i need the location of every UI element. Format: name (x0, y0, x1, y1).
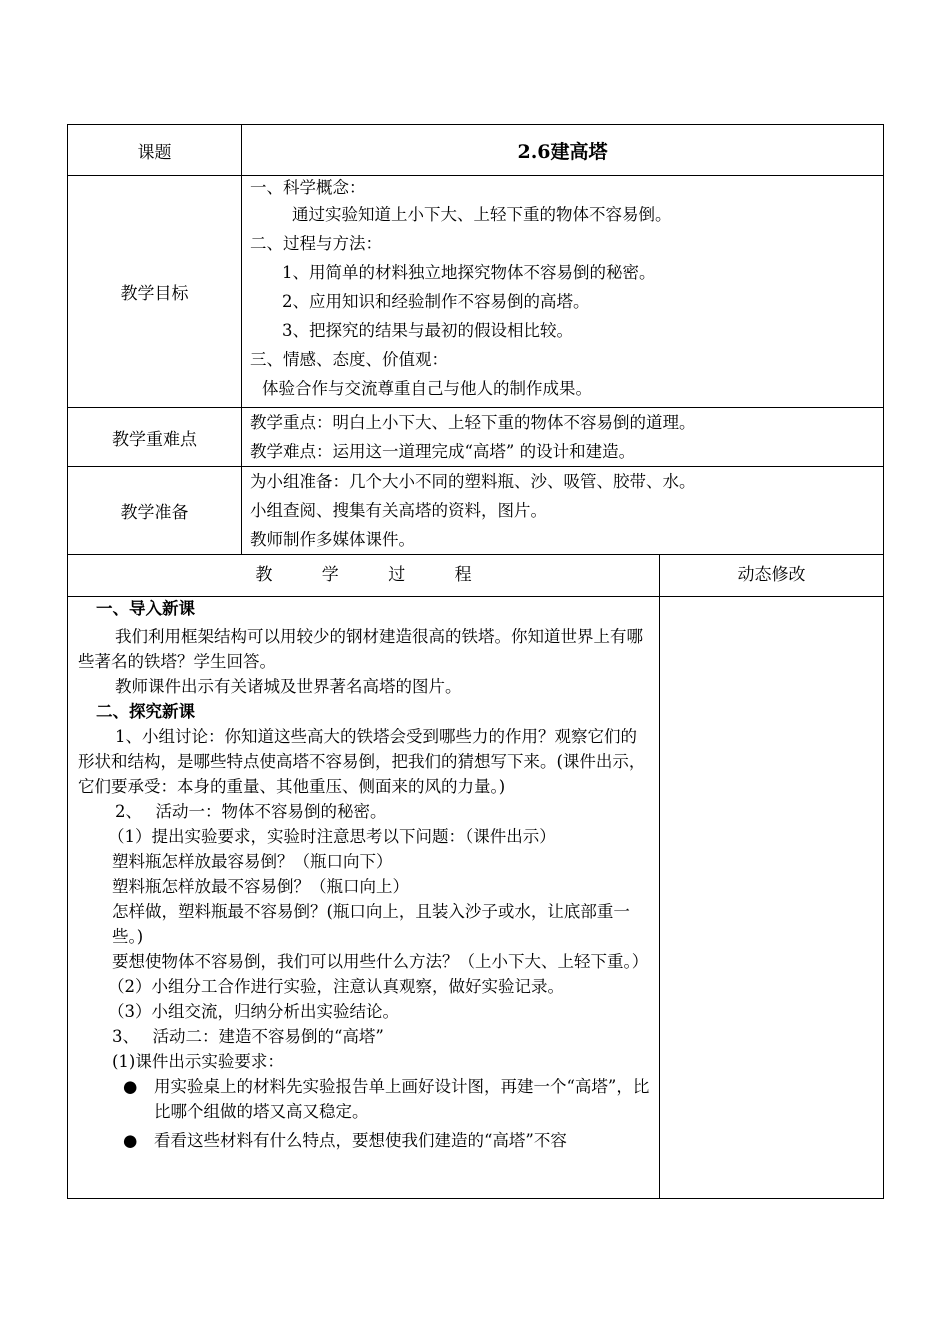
keypoints-row (68, 408, 884, 467)
bullet-text: 看看这些材料有什么特点，要想使我们建造的“高塔”不容 (154, 1131, 567, 1150)
paragraph: 要想使物体不容易倒，我们可以用些什么方法？（上小下大、上轻下重。） (112, 952, 649, 971)
keypoints-label: 教学重难点 (68, 408, 242, 467)
goals-line: 二、过程与方法： (250, 234, 382, 253)
paragraph: （2）小组分工合作进行实验，注意认真观察，做好实验记录。 (108, 977, 564, 996)
goals-row (68, 176, 884, 408)
paragraph: 教师课件出示有关诸城及世界著名高塔的图片。 (115, 677, 462, 696)
goals-label: 教学目标 (68, 176, 242, 408)
goals-line: 3、把探究的结果与最初的假设相比较。 (282, 321, 573, 340)
section-heading: 一、导入新课 (96, 599, 195, 618)
prep-content (242, 467, 884, 555)
keypoints-content (242, 408, 884, 467)
prep-line: 教师制作多媒体课件。 (250, 530, 415, 549)
prep-line: 为小组准备：几个大小不同的塑料瓶、沙、吸管、胶带、水。 (250, 472, 696, 491)
goals-content (242, 176, 884, 408)
topic-label: 课题 (68, 125, 242, 176)
goals-line: 1、用简单的材料独立地探究物体不容易倒的秘密。 (282, 263, 656, 282)
paragraph: 怎样做，塑料瓶最不容易倒？(瓶口向上，且装入沙子或水，让底部重一些。) (112, 902, 630, 946)
prep-line: 小组查阅、搜集有关高塔的资料，图片。 (250, 501, 547, 520)
process-header-row (68, 555, 884, 597)
process-header: 教 学 过 程 (68, 555, 660, 597)
section-heading: 二、探究新课 (96, 702, 195, 721)
goals-line: 一、科学概念： (250, 178, 366, 197)
paragraph: 2、 活动一：物体不容易倒的秘密。 (115, 802, 387, 821)
bullet-text: 用实验桌上的材料先实验报告单上画好设计图，再建一个“高塔”，比比哪个组做的塔又高又稳定。 (154, 1077, 650, 1121)
goals-line: 2、应用知识和经验制作不容易倒的高塔。 (282, 292, 590, 311)
paragraph: 塑料瓶怎样放最不容易倒？（瓶口向上） (112, 877, 409, 896)
goals-line: 通过实验知道上小下大、上轻下重的物体不容易倒。 (292, 205, 672, 224)
topic-row (68, 125, 884, 176)
goals-line: 体验合作与交流尊重自己与他人的制作成果。 (262, 379, 592, 398)
revision-content (660, 597, 884, 1199)
paragraph: 1、小组讨论：你知道这些高大的铁塔会受到哪些力的作用？观察它们的形状和结构，是哪些特点使高塔不容易倒，把我们的猜想写下来。(课件出示，它们要承受：本身的重量、其他重压、侧面来的风的力量。) (78, 727, 646, 796)
bullet-dot-icon: ● (123, 1131, 138, 1150)
process-content (68, 597, 660, 1199)
prep-row (68, 467, 884, 555)
goals-line: 三、情感、态度、价值观： (250, 350, 448, 369)
paragraph: 塑料瓶怎样放最容易倒？（瓶口向下） (112, 852, 393, 871)
paragraph: 我们利用框架结构可以用较少的钢材建造很高的铁塔。你知道世界上有哪些著名的铁塔？学生回答。 (78, 627, 643, 671)
process-row (68, 597, 884, 1199)
keypoints-line: 教学难点：运用这一道理完成“高塔” 的设计和建造。 (250, 442, 636, 461)
topic-title: 2.6建高塔 (242, 125, 884, 176)
revision-header: 动态修改 (660, 555, 884, 597)
bullet-item (78, 1074, 651, 1124)
bullet-dot-icon: ● (123, 1077, 138, 1096)
prep-label: 教学准备 (68, 467, 242, 555)
paragraph: （3）小组交流，归纳分析出实验结论。 (108, 1002, 399, 1021)
bullet-item (78, 1128, 651, 1153)
lesson-plan-table (67, 124, 884, 1199)
paragraph: (1)课件出示实验要求： (112, 1052, 284, 1071)
paragraph: （1）提出实验要求，实验时注意思考以下问题：（课件出示） (108, 827, 556, 846)
paragraph: 3、 活动二：建造不容易倒的“高塔” (112, 1027, 384, 1046)
keypoints-line: 教学重点：明白上小下大、上轻下重的物体不容易倒的道理。 (250, 413, 696, 432)
